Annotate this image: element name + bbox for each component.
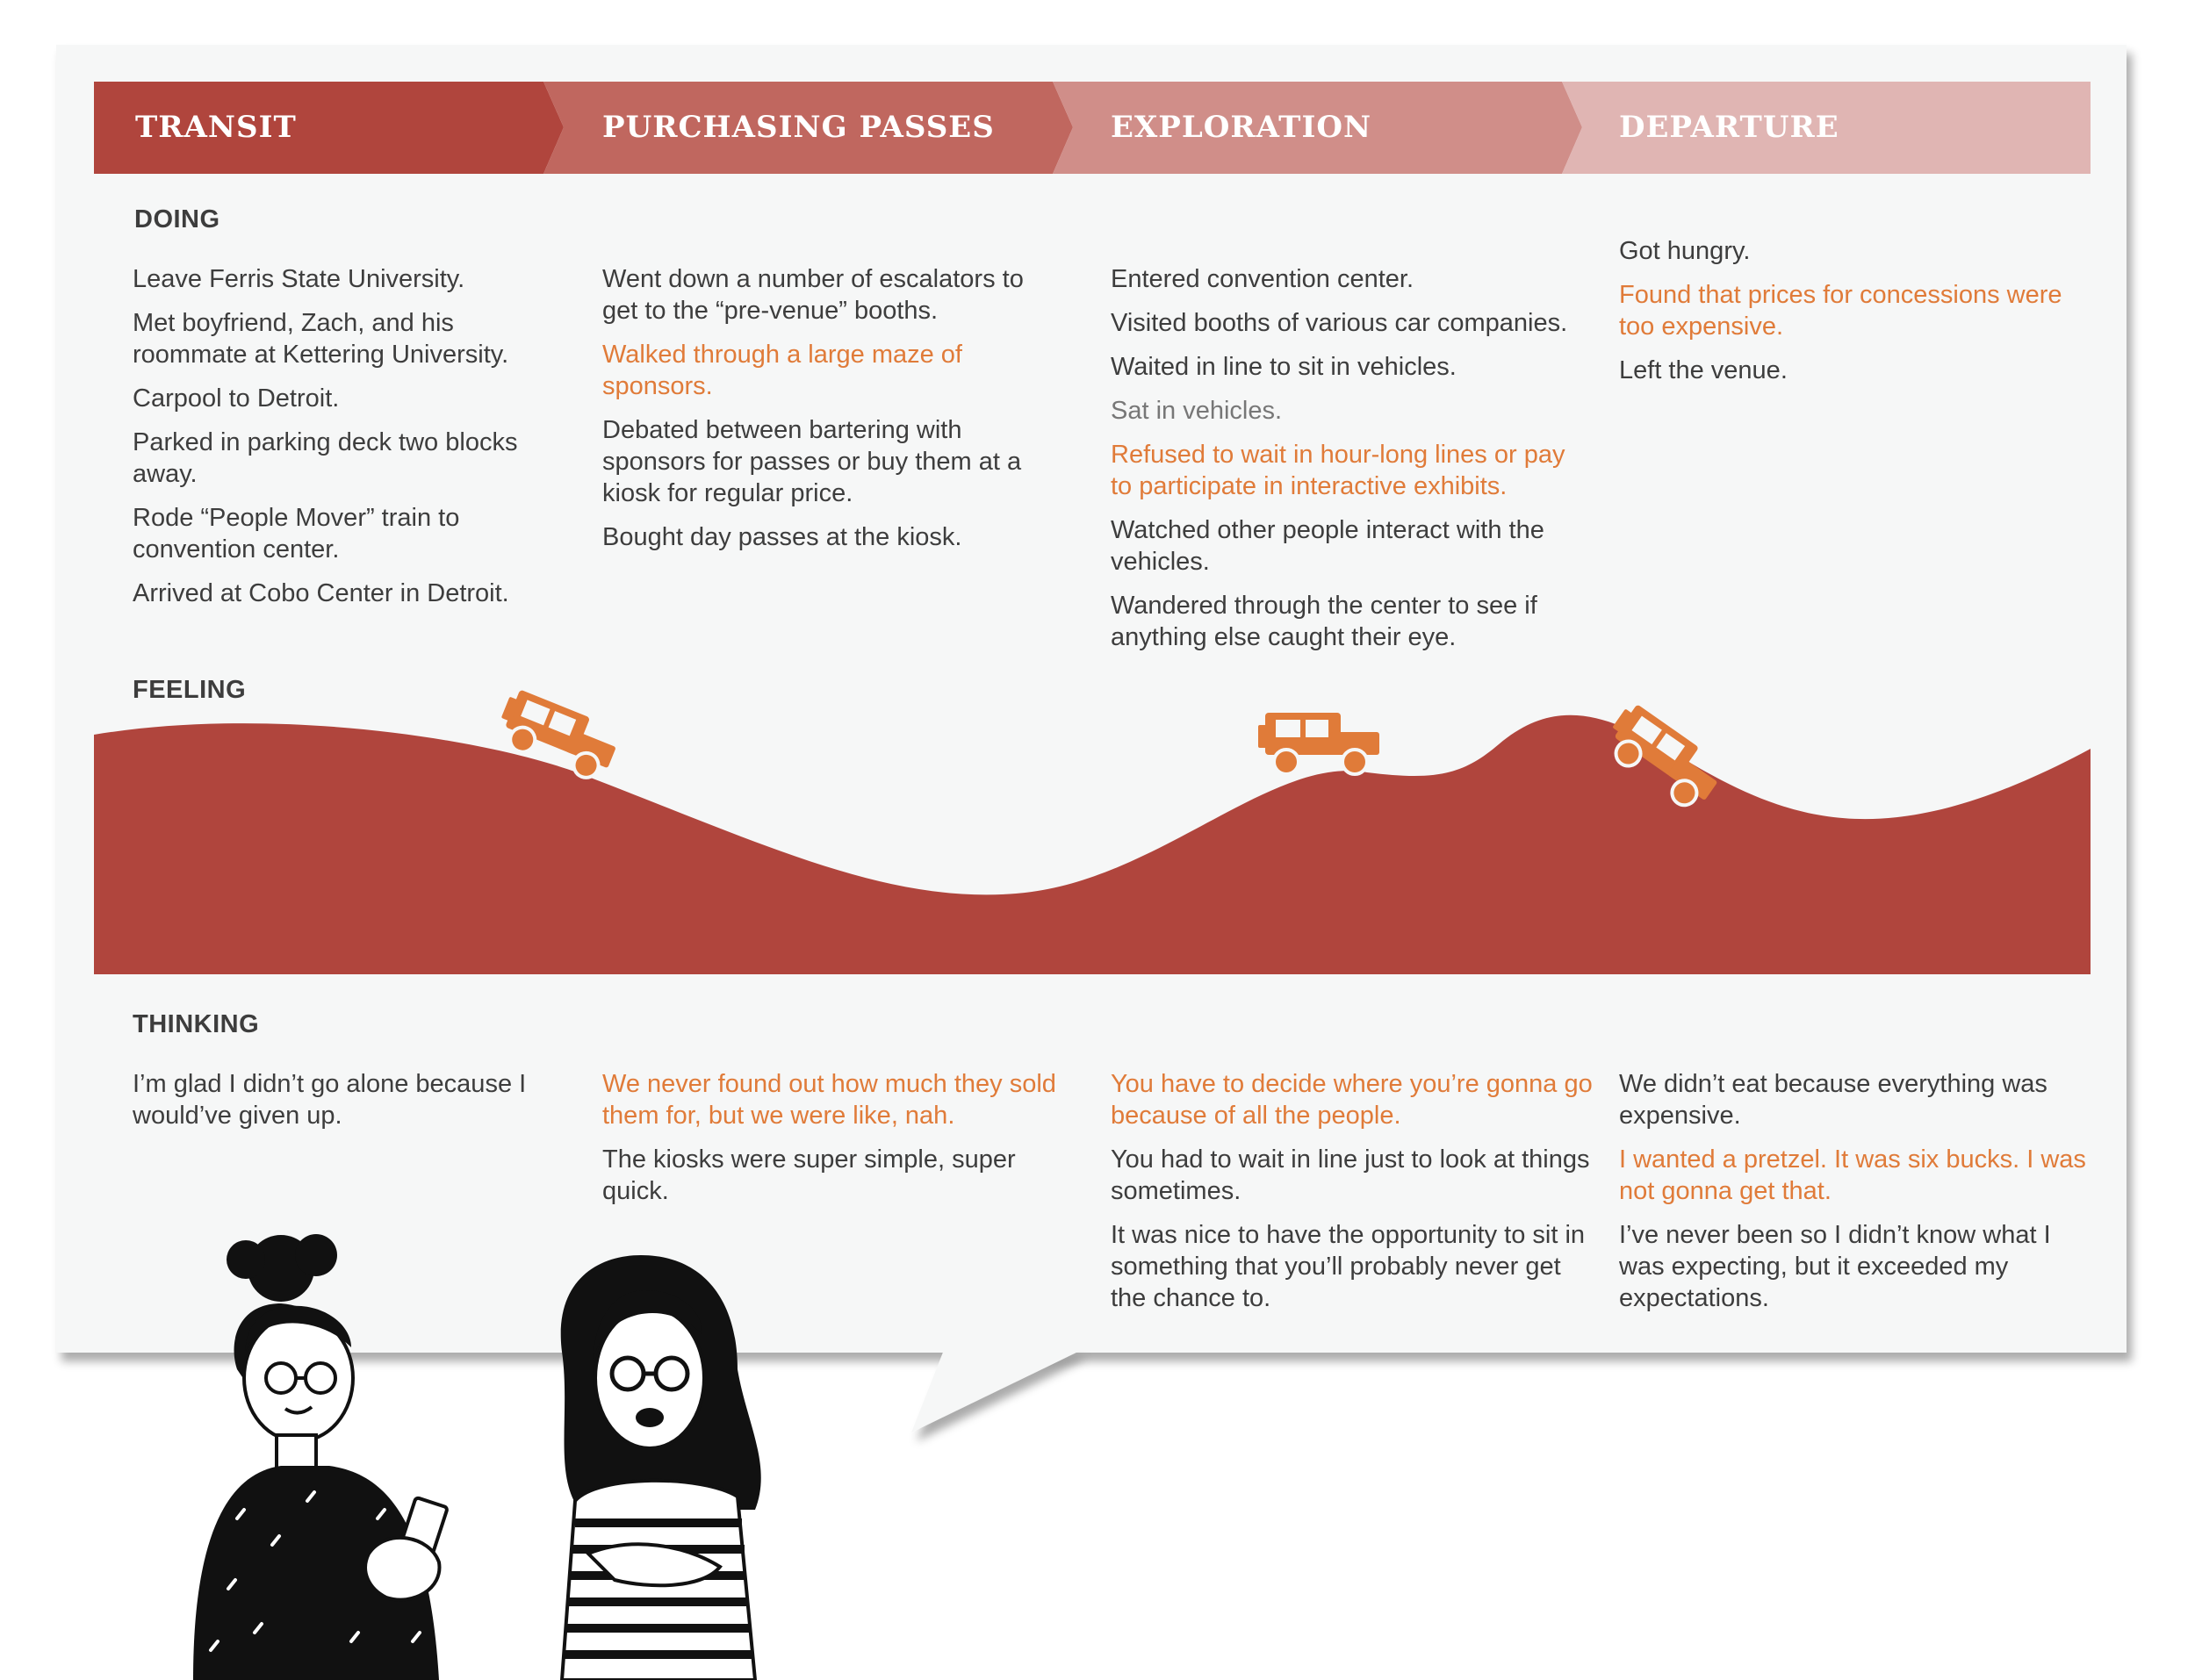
doing-item: Watched other people interact with the vehicles. [1111, 516, 1544, 576]
doing-column-departure [1619, 235, 2084, 398]
two-women-illustration [176, 1220, 843, 1680]
section-label-doing: DOING [134, 205, 220, 233]
jeep-icon [1251, 702, 1383, 781]
doing-item: Went down a number of escalators to get to the “pre-venue” booths. [602, 265, 1024, 325]
thinking-column-transit [133, 1068, 580, 1144]
doing-item: Sat in vehicles. [1111, 397, 1283, 425]
doing-item: Left the venue. [1619, 356, 1788, 384]
doing-item: Entered convention center. [1111, 265, 1414, 293]
doing-item: Found that prices for concessions were too expensive. [1619, 281, 2062, 341]
thinking-column-exploration [1111, 1068, 1594, 1326]
woman-with-phone [193, 1234, 448, 1680]
thinking-item: I’m glad I didn’t go alone because I would’ve given up. [133, 1070, 527, 1130]
doing-item: Leave Ferris State University. [133, 265, 465, 293]
section-label-feeling: FEELING [133, 676, 247, 704]
feeling-curve [94, 685, 2091, 974]
thinking-item: You had to wait in line just to look at things sometimes. [1111, 1145, 1590, 1205]
doing-item: Wandered through the center to see if anything else caught their eye. [1111, 592, 1537, 651]
thinking-item: I’ve never been so I didn’t know what I was expecting, but it exceeded my expectations. [1619, 1221, 2051, 1312]
doing-item: Refused to wait in hour-long lines or pay to participate in interactive exhibits. [1111, 441, 1565, 500]
thinking-item: We didn’t eat because everything was expensive. [1619, 1070, 2047, 1130]
doing-item: Carpool to Detroit. [133, 384, 340, 413]
stage-label-departure: DEPARTURE [1619, 110, 1839, 145]
doing-item: Met boyfriend, Zach, and his roommate at Kettering University. [133, 309, 509, 369]
jeep-icon [487, 680, 628, 786]
stage-label-purchasing-passes: PURCHASING PASSES [602, 110, 995, 145]
thinking-item: We never found out how much they sold them for, but we were like, nah. [602, 1070, 1056, 1130]
doing-column-exploration [1111, 263, 1589, 665]
doing-item: Waited in line to sit in vehicles. [1111, 353, 1457, 381]
stage-label-transit: TRANSIT [135, 110, 297, 145]
doing-item: Got hungry. [1619, 237, 1751, 265]
section-label-thinking: THINKING [133, 1010, 260, 1038]
doing-item: Visited booths of various car companies. [1111, 309, 1568, 337]
thinking-column-departure [1619, 1068, 2098, 1326]
doing-item: Arrived at Cobo Center in Detroit. [133, 579, 509, 607]
woman-talking [561, 1255, 761, 1680]
thinking-item: You have to decide where you’re gonna go because of all the people. [1111, 1070, 1593, 1130]
thinking-item: It was nice to have the opportunity to sit in something that you’ll probably never get the chance to. [1111, 1221, 1586, 1312]
doing-item: Bought day passes at the kiosk. [602, 523, 962, 551]
doing-item: Rode “People Mover” train to convention center. [133, 504, 460, 564]
doing-column-transit [133, 263, 536, 621]
thinking-item: I wanted a pretzel. It was six bucks. I was not gonna get that. [1619, 1145, 2086, 1205]
thinking-column-purchasing [602, 1068, 1085, 1219]
doing-column-purchasing [602, 263, 1063, 565]
stage-label-exploration: EXPLORATION [1111, 110, 1372, 145]
jeep-icon [1594, 693, 1734, 816]
doing-item: Debated between bartering with sponsors for passes or buy them at a kiosk for regular price. [602, 416, 1022, 507]
doing-item: Parked in parking deck two blocks away. [133, 428, 518, 488]
thinking-item: The kiosks were super simple, super quick. [602, 1145, 1016, 1205]
doing-item: Walked through a large maze of sponsors. [602, 341, 962, 400]
